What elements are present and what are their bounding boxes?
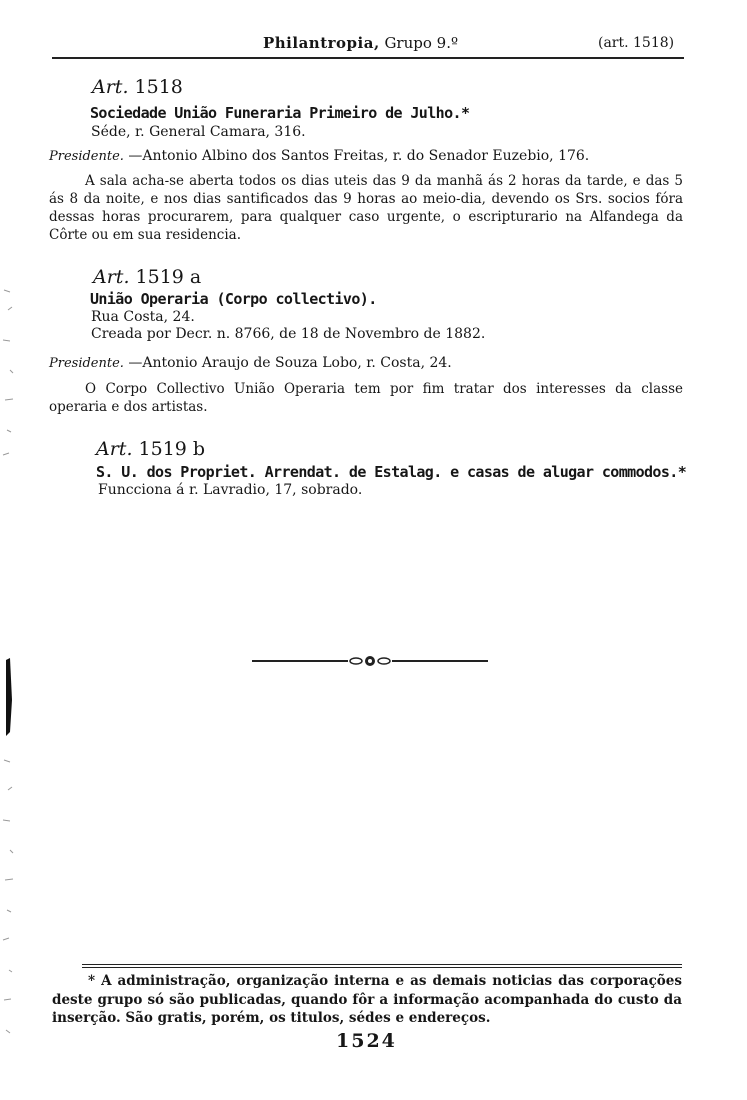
footnote-rule-secondary <box>82 967 682 968</box>
header-article-ref: (art. 1518) <box>598 35 675 51</box>
footnote-rule <box>82 964 682 965</box>
running-header-title <box>263 34 458 52</box>
article-heading-prefix: Art. <box>92 76 129 98</box>
article-1519a-name: União Operaria (Corpo collectivo). <box>90 290 377 308</box>
footnote: * A administração, organização interna e as demais noticias das corporações deste grupo só são publicadas, quando fôr a informação acompanhada do custo da inserção. São gratis, porém, os titulos, sédes e endereços. <box>52 973 682 1026</box>
article-1518-paragraph: A sala acha-se aberta todos os dias uteis das 9 da manhã ás 2 horas da tarde, e das 5 ás 8 da noite, e nos dias santificados das 9 horas ao meio-dia, devendo os Srs. socios fóra dessas horas procurarem, para qualquer caso urgente, o escripturario na Alfandega da Côrte ou em sua residencia. <box>49 173 683 243</box>
article-1518-president <box>49 148 589 164</box>
header-title: Philantropia, <box>263 34 380 52</box>
article-1519a-address: Rua Costa, 24. <box>91 309 195 325</box>
president-text: —Antonio Araujo de Souza Lobo, r. Costa, 24. <box>128 355 452 371</box>
article-1519a-president <box>49 355 452 371</box>
article-1518-address: Séde, r. General Camara, 316. <box>91 124 306 140</box>
article-heading-number: 1519 a <box>135 266 202 288</box>
article-heading-number: 1519 b <box>138 438 206 460</box>
article-1519a-paragraph: O Corpo Collectivo União Operaria tem por fim tratar dos interesses da classe operaria e dos artistas. <box>49 381 683 415</box>
president-text: —Antonio Albino dos Santos Freitas, r. do Senador Euzebio, 17​6. <box>128 148 590 164</box>
article-heading-prefix: Art. <box>96 438 133 460</box>
header-rule <box>52 57 684 59</box>
article-1518-heading <box>92 76 183 98</box>
page-number: 1524 <box>336 1030 397 1052</box>
scan-edge-marks <box>0 280 30 1100</box>
article-heading-number: 1518 <box>134 76 183 98</box>
president-label: Presidente. <box>49 356 124 371</box>
article-1518-name: Sociedade União Funeraria Primeiro de Julho.* <box>90 104 470 122</box>
president-label: Presidente. <box>49 149 124 164</box>
article-1519b-name: S. U. dos Propriet. Arrendat. de Estalag. e casas de alugar commodos.* <box>96 463 687 481</box>
article-1519b-address: Funcciona á r. Lavradio, 17, sobrado. <box>98 482 363 498</box>
article-heading-prefix: Art. <box>93 266 130 288</box>
header-group: Grupo 9.º <box>384 34 459 52</box>
ornamental-divider <box>252 650 488 672</box>
article-1519b-heading <box>96 438 205 460</box>
article-1519a-heading <box>93 266 201 288</box>
article-1519a-decree: Creada por Decr. n. 8766, de 18 de Novembro de 1882. <box>91 326 486 342</box>
